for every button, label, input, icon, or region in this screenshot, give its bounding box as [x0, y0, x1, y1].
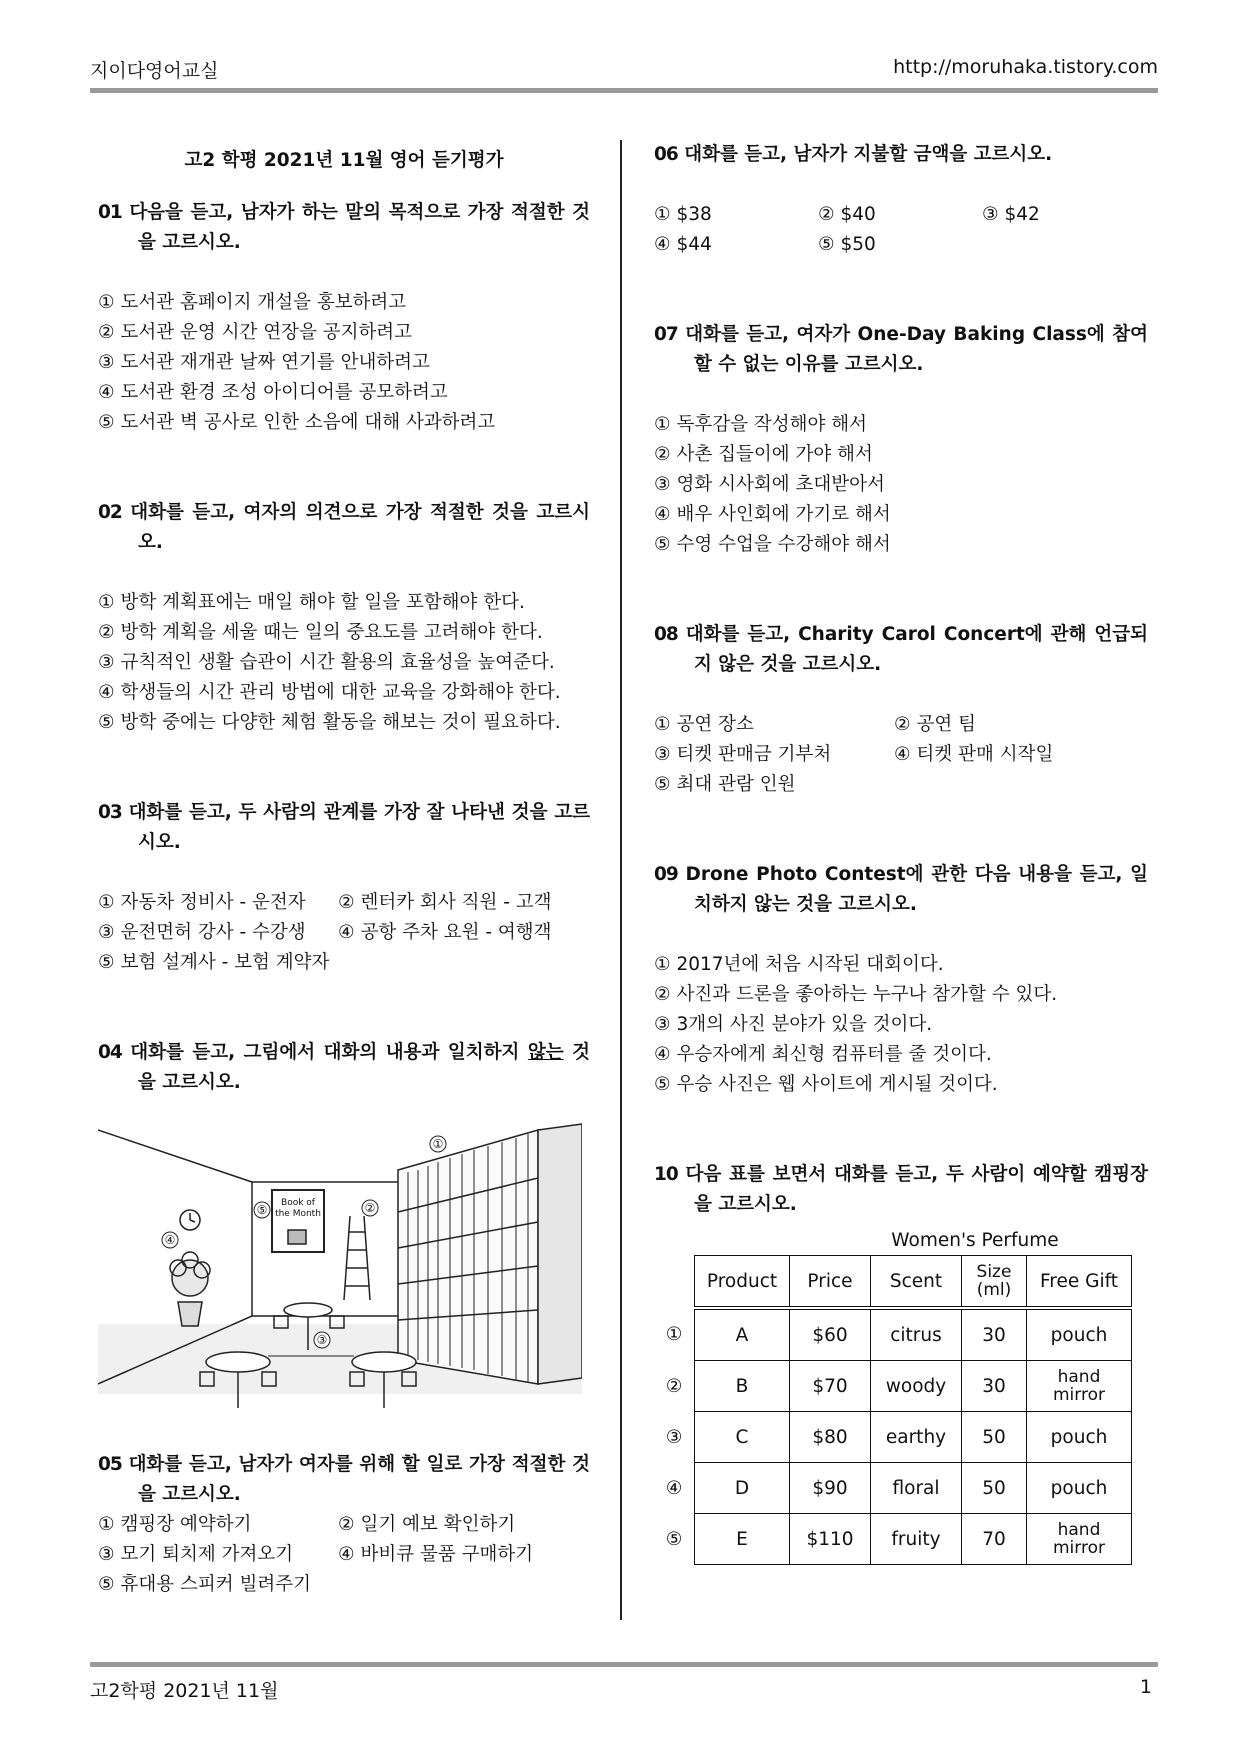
options-6 [654, 200, 1148, 260]
option: ⑤ 도서관 벽 공사로 인한 소음에 대해 사과하려고 [98, 412, 496, 433]
header-rule [90, 88, 1158, 93]
row-label: ④ [665, 1477, 683, 1499]
options-3 [98, 888, 590, 978]
cell-gift: hand mirror [1027, 1514, 1132, 1565]
option: ⑤ 최대 관람 인원 [654, 774, 796, 795]
option: ① 방학 계획표에는 매일 해야 할 일을 포함해야 한다. [98, 592, 525, 613]
options-5 [98, 1510, 590, 1600]
cell-product: A [695, 1308, 790, 1361]
option: ⑤ 휴대용 스피커 빌려주기 [98, 1574, 311, 1595]
option: ① 2017년에 처음 시작된 대회이다. [654, 954, 944, 975]
option: ⑤ 우승 사진은 웹 사이트에 게시될 것이다. [654, 1074, 998, 1095]
col-header-size-line1: Size [976, 1262, 1012, 1282]
options-7 [654, 410, 1148, 560]
table-caption: Women's Perfume [891, 1230, 1059, 1251]
figure-label-3: ③ [316, 1333, 328, 1347]
question-number: 01 [98, 202, 122, 223]
cell-product: D [695, 1463, 790, 1514]
question-number: 05 [98, 1454, 122, 1475]
col-header-size [962, 1256, 1027, 1309]
option: ⑤ $50 [818, 234, 876, 255]
question-number: 07 [654, 324, 678, 345]
cell-scent: earthy [871, 1412, 962, 1463]
table-row [654, 1361, 1132, 1412]
question-number: 06 [654, 144, 678, 165]
perfume-table [654, 1255, 1132, 1565]
option: ③ 3개의 사진 분야가 있을 것이다. [654, 1014, 933, 1035]
question-5 [98, 1450, 590, 1510]
options-8 [654, 710, 1148, 800]
cell-gift: pouch [1027, 1463, 1132, 1514]
question-text: Drone Photo Contest에 관한 다음 내용을 듣고, 일치하지 않는 것을 고르시오. [685, 864, 1148, 915]
option: ② 도서관 운영 시간 연장을 공지하려고 [98, 322, 413, 343]
option: ① 캠핑장 예약하기 [98, 1514, 252, 1535]
option: ① 자동차 정비사 - 운전자 [98, 892, 306, 913]
options-2 [98, 588, 590, 738]
question-number: 08 [654, 624, 678, 645]
col-header-size-line2: (ml) [976, 1280, 1012, 1300]
option: ① 공연 장소 [654, 714, 754, 735]
question-text: 대화를 듣고, 여자가 One-Day Baking Class에 참여할 수 없는 이유를 고르시오. [685, 324, 1148, 375]
option: ④ 티켓 판매 시작일 [894, 744, 1054, 765]
options-1 [98, 288, 590, 438]
question-text: 대화를 듣고, 남자가 지불할 금액을 고르시오. [684, 144, 1053, 165]
option: ③ 규칙적인 생활 습관이 시간 활용의 효율성을 높여준다. [98, 652, 555, 673]
table-row [654, 1514, 1132, 1565]
option: ④ $44 [654, 234, 712, 255]
option: ④ 공항 주차 요원 - 여행객 [338, 922, 552, 943]
cell-scent: citrus [871, 1308, 962, 1361]
option: ② 렌터카 회사 직원 - 고객 [338, 892, 552, 913]
page-number: 1 [1139, 1676, 1152, 1698]
left-column [98, 140, 590, 1600]
cell-price: $70 [790, 1361, 871, 1412]
poster-text-2: the Month [275, 1209, 321, 1219]
option: ① $38 [654, 204, 712, 225]
question-10 [654, 1160, 1148, 1220]
question-text-end: 것을 고르시오. [138, 1042, 590, 1093]
col-header-scent: Scent [871, 1256, 962, 1309]
question-2 [98, 498, 590, 558]
question-text: 대화를 듣고, 두 사람의 관계를 가장 잘 나타낸 것을 고르시오. [128, 802, 590, 853]
cell-product: B [695, 1361, 790, 1412]
cell-price: $90 [790, 1463, 871, 1514]
table-row [654, 1412, 1132, 1463]
option: ④ 배우 사인회에 가기로 해서 [654, 504, 891, 525]
cell-size: 30 [962, 1361, 1027, 1412]
options-9 [654, 950, 1148, 1100]
col-header-price: Price [790, 1256, 871, 1309]
question-6 [654, 140, 1148, 170]
cell-product: C [695, 1412, 790, 1463]
footer-rule [90, 1662, 1158, 1667]
question-text: 대화를 듣고, 그림에서 대화의 내용과 일치하지 [130, 1042, 528, 1063]
figure-label-2: ② [364, 1201, 376, 1215]
cell-scent: woody [871, 1361, 962, 1412]
cell-gift: pouch [1027, 1308, 1132, 1361]
table-row [654, 1308, 1132, 1361]
question-text: 다음 표를 보면서 대화를 듣고, 두 사람이 예약할 캠핑장을 고르시오. [685, 1164, 1149, 1215]
option: ② 사진과 드론을 좋아하는 누구나 참가할 수 있다. [654, 984, 1058, 1005]
table-header-row [654, 1256, 1132, 1309]
figure-label-4: ④ [164, 1233, 176, 1247]
question-3 [98, 798, 590, 858]
question-number: 04 [98, 1042, 122, 1063]
option: ④ 학생들의 시간 관리 방법에 대한 교육을 강화해야 한다. [98, 682, 561, 703]
row-label: ② [665, 1375, 683, 1397]
option: ④ 우승자에게 최신형 컴퓨터를 줄 것이다. [654, 1044, 992, 1065]
cell-gift: hand mirror [1027, 1361, 1132, 1412]
site-name: 지이다영어교실 [90, 60, 219, 82]
row-label: ③ [665, 1426, 683, 1448]
cell-price: $60 [790, 1308, 871, 1361]
option: ③ $42 [982, 204, 1040, 225]
footer-title: 고2학평 2021년 11월 [90, 1680, 279, 1702]
option: ② $40 [818, 204, 876, 225]
option: ② 방학 계획을 세울 때는 일의 중요도를 고려해야 한다. [98, 622, 543, 643]
underlined-word: 않는 [527, 1042, 564, 1063]
question-4 [98, 1038, 590, 1098]
option: ② 공연 팀 [894, 714, 976, 735]
question-text: 대화를 듣고, 남자가 여자를 위해 할 일로 가장 적절한 것을 고르시오. [128, 1454, 590, 1505]
row-label: ① [665, 1323, 683, 1345]
option: ① 도서관 홈페이지 개설을 홍보하려고 [98, 292, 407, 313]
page-title: 고2 학평 2021년 11월 영어 듣기평가 [184, 150, 504, 171]
site-url: http://moruhaka.tistory.com [893, 56, 1158, 78]
option: ③ 도서관 재개관 날짜 연기를 안내하려고 [98, 352, 430, 373]
option: ④ 도서관 환경 조성 아이디어를 공모하려고 [98, 382, 448, 403]
cell-price: $110 [790, 1514, 871, 1565]
option: ③ 티켓 판매금 기부처 [654, 744, 832, 765]
question-number: 03 [98, 802, 122, 823]
question-text: 다음을 듣고, 남자가 하는 말의 목적으로 가장 적절한 것을 고르시오. [129, 202, 590, 253]
option: ⑤ 방학 중에는 다양한 체험 활동을 해보는 것이 필요하다. [98, 712, 561, 733]
option: ② 사촌 집들이에 가야 해서 [654, 444, 873, 465]
option: ① 독후감을 작성해야 해서 [654, 414, 867, 435]
cell-price: $80 [790, 1412, 871, 1463]
cell-size: 70 [962, 1514, 1027, 1565]
col-header-gift: Free Gift [1027, 1256, 1132, 1309]
cell-scent: floral [871, 1463, 962, 1514]
cell-size: 30 [962, 1308, 1027, 1361]
option: ② 일기 예보 확인하기 [338, 1514, 516, 1535]
figure-label-1: ① [432, 1137, 444, 1151]
cell-gift: pouch [1027, 1412, 1132, 1463]
question-1 [98, 198, 590, 258]
right-column [654, 140, 1148, 1565]
question-text: 대화를 듣고, Charity Carol Concert에 관해 언급되지 않은 것을 고르시오. [685, 624, 1148, 675]
poster-text-1: Book of [281, 1198, 315, 1208]
question-7 [654, 320, 1148, 380]
option: ⑤ 보험 설계사 - 보험 계약자 [98, 952, 330, 973]
question-9 [654, 860, 1148, 920]
column-divider [620, 140, 622, 1620]
cell-product: E [695, 1514, 790, 1565]
library-illustration [98, 1110, 582, 1410]
table-row [654, 1463, 1132, 1514]
question-number: 10 [654, 1164, 678, 1185]
question-8 [654, 620, 1148, 680]
option: ④ 바비큐 물품 구매하기 [338, 1544, 534, 1565]
option: ③ 운전면허 강사 - 수강생 [98, 922, 306, 943]
cell-size: 50 [962, 1463, 1027, 1514]
question-number: 09 [654, 864, 678, 885]
option: ③ 영화 시사회에 초대받아서 [654, 474, 885, 495]
option: ⑤ 수영 수업을 수강해야 해서 [654, 534, 891, 555]
row-label: ⑤ [665, 1528, 683, 1550]
cell-size: 50 [962, 1412, 1027, 1463]
figure-label-5: ⑤ [256, 1203, 268, 1217]
option: ③ 모기 퇴치제 가져오기 [98, 1544, 294, 1565]
question-text: 대화를 듣고, 여자의 의견으로 가장 적절한 것을 고르시오. [130, 502, 590, 553]
cell-scent: fruity [871, 1514, 962, 1565]
question-number: 02 [98, 502, 122, 523]
col-header-product: Product [695, 1256, 790, 1309]
